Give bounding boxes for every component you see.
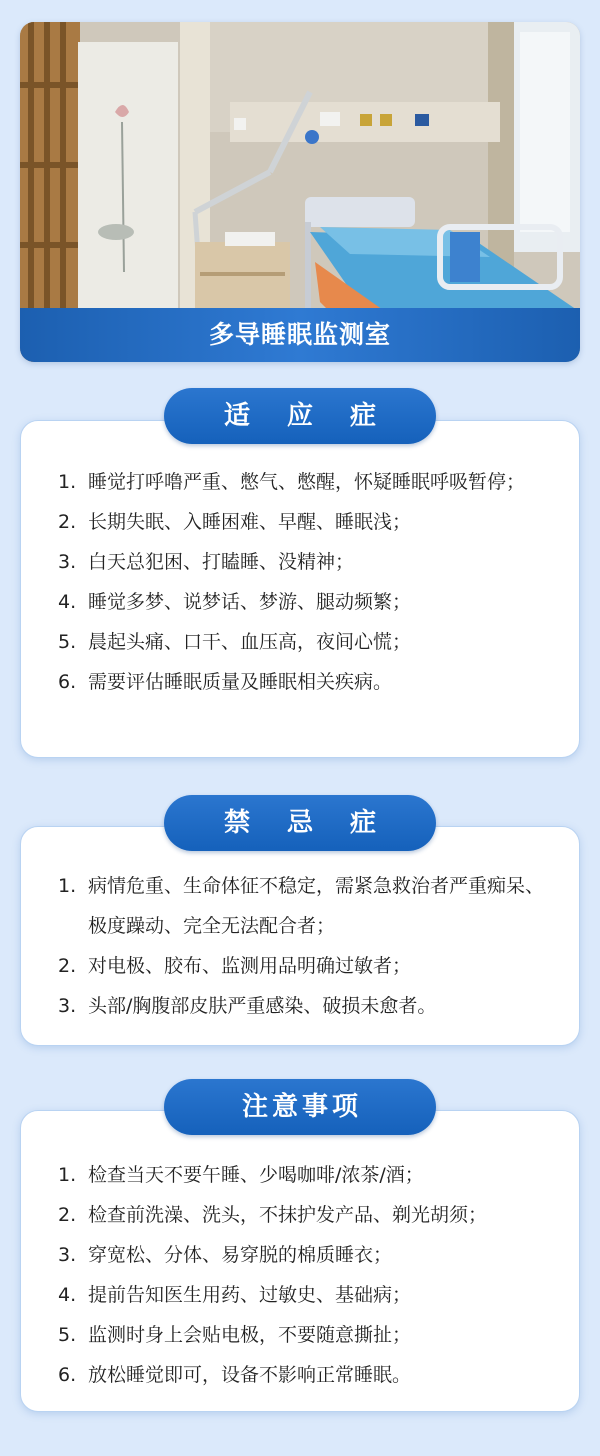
item-number: 3. [58, 1244, 77, 1266]
item-number: 6. [58, 671, 77, 693]
item-number: 1. [58, 1164, 77, 1186]
item-number: 1. [58, 471, 77, 493]
list-item [44, 1195, 544, 1235]
list-item [44, 866, 544, 946]
indications-list [44, 462, 544, 702]
room-title: 多导睡眠监测室 [20, 308, 580, 362]
item-number: 2. [58, 955, 77, 977]
precautions-list [44, 1155, 544, 1395]
item-number: 5. [58, 1324, 77, 1346]
item-number: 2. [58, 1204, 77, 1226]
item-text: 监测时身上会贴电极，不要随意撕扯； [88, 1324, 412, 1346]
indications-title: 适 应 症 [164, 388, 436, 444]
item-number: 5. [58, 631, 77, 653]
list-item [44, 946, 544, 986]
list-item [44, 1235, 544, 1275]
item-text: 睡觉多梦、说梦话、梦游、腿动频繁； [88, 591, 412, 613]
list-item [44, 1355, 544, 1395]
item-text: 提前告知医生用药、过敏史、基础病； [88, 1284, 412, 1306]
item-text: 头部/胸腹部皮肤严重感染、破损未愈者。 [88, 995, 437, 1017]
item-text: 长期失眠、入睡困难、早醒、睡眠浅； [88, 511, 412, 533]
list-item [44, 502, 544, 542]
item-number: 1. [58, 875, 77, 897]
item-number: 3. [58, 551, 77, 573]
item-text: 睡觉打呼噜严重、憋气、憋醒，怀疑睡眠呼吸暂停； [88, 471, 526, 493]
item-number: 3. [58, 995, 77, 1017]
list-item [44, 542, 544, 582]
precautions-title: 注意事项 [164, 1079, 436, 1135]
item-text: 需要评估睡眠质量及睡眠相关疾病。 [88, 671, 393, 693]
contraindications-title: 禁 忌 症 [164, 795, 436, 851]
item-text: 白天总犯困、打瞌睡、没精神； [88, 551, 355, 573]
item-text: 检查当天不要午睡、少喝咖啡/浓茶/酒； [88, 1164, 424, 1186]
room-photo [20, 22, 580, 362]
list-item [44, 622, 544, 662]
contraindications-list [44, 866, 544, 1026]
item-number: 4. [58, 591, 77, 613]
list-item [44, 1315, 544, 1355]
item-text: 穿宽松、分体、易穿脱的棉质睡衣； [88, 1244, 393, 1266]
list-item [44, 1155, 544, 1195]
item-number: 6. [58, 1364, 77, 1386]
item-text: 晨起头痛、口干、血压高，夜间心慌； [88, 631, 412, 653]
item-text: 对电极、胶布、监测用品明确过敏者； [88, 955, 412, 977]
item-text: 检查前洗澡、洗头，不抹护发产品、剃光胡须； [88, 1204, 488, 1226]
list-item [44, 662, 544, 702]
item-text: 放松睡觉即可，设备不影响正常睡眠。 [88, 1364, 412, 1386]
item-number: 4. [58, 1284, 77, 1306]
list-item [44, 986, 544, 1026]
item-text: 病情危重、生命体征不稳定，需紧急救治者严重痴呆、极度躁动、完全无法配合者； [88, 875, 545, 937]
list-item [44, 582, 544, 622]
item-number: 2. [58, 511, 77, 533]
list-item [44, 462, 544, 502]
list-item [44, 1275, 544, 1315]
